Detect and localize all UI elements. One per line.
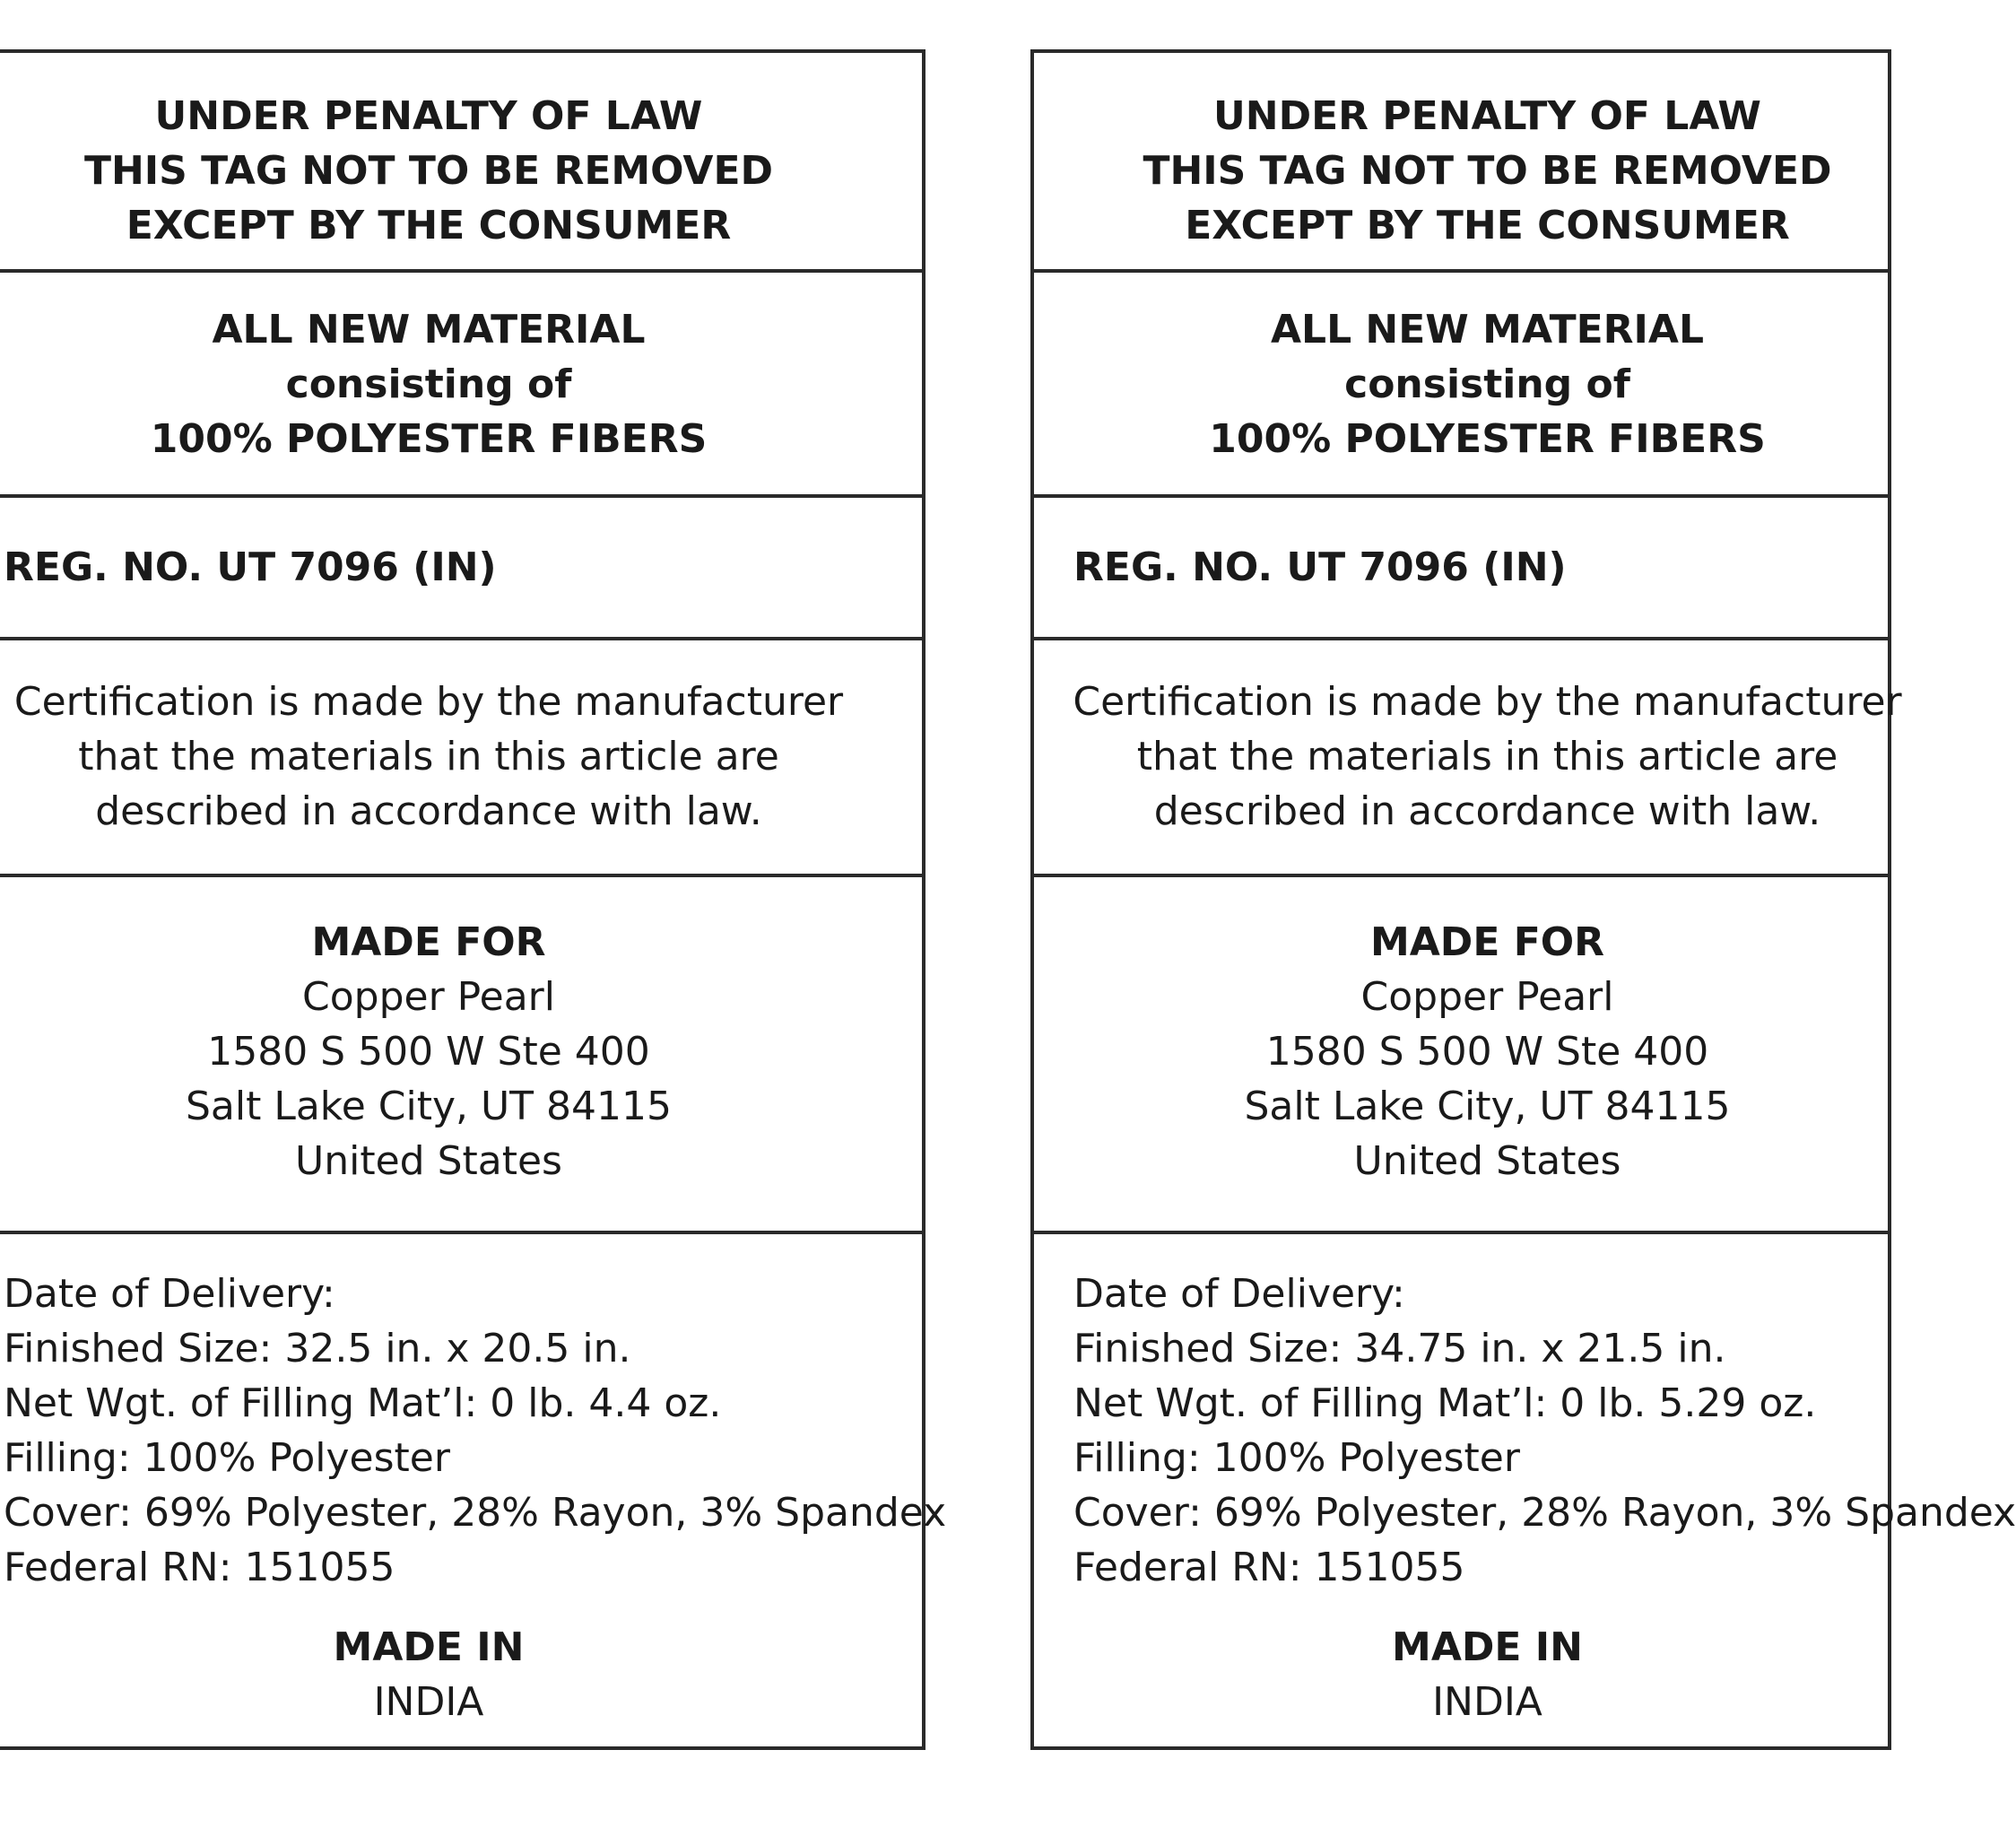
penalty-line: EXCEPT BY THE CONSUMER — [126, 203, 732, 248]
certification-line: that the materials in this article are — [1136, 734, 1838, 779]
law-tag-left — [0, 49, 947, 1750]
detail-line: Cover: 69% Polyester, 28% Rayon, 3% Spandex — [1073, 1490, 2016, 1536]
details-section — [1034, 1234, 2016, 1746]
made-in-heading: MADE IN — [333, 1624, 525, 1670]
address-line: Copper Pearl — [302, 974, 555, 1020]
certification-line: described in accordance with law. — [95, 788, 762, 834]
detail-line: Filling: 100% Polyester — [4, 1435, 450, 1481]
registration-section — [0, 498, 922, 640]
detail-line: Date of Delivery: — [4, 1271, 335, 1317]
material-section — [0, 273, 922, 498]
certification-section — [1034, 640, 1902, 877]
penalty-line: UNDER PENALTY OF LAW — [154, 93, 703, 139]
certification-line: described in accordance with law. — [1153, 788, 1821, 834]
material-section — [1034, 273, 1888, 498]
penalty-line: THIS TAG NOT TO BE REMOVED — [83, 148, 774, 194]
detail-line: Filling: 100% Polyester — [1073, 1435, 1520, 1481]
material-line: consisting of — [1344, 361, 1630, 407]
address-line: United States — [1353, 1138, 1621, 1184]
detail-line: Net Wgt. of Filling Mat’l: 0 lb. 5.29 oz. — [1073, 1380, 1817, 1426]
material-line: 100% POLYESTER FIBERS — [150, 416, 708, 462]
made-for-heading: MADE FOR — [1369, 919, 1605, 965]
details-section — [0, 1234, 947, 1746]
detail-line: Date of Delivery: — [1073, 1271, 1405, 1317]
penalty-line: EXCEPT BY THE CONSUMER — [1185, 203, 1790, 248]
registration-section — [1034, 498, 1888, 640]
penalty-section — [1034, 53, 1888, 273]
detail-line: Federal RN: 151055 — [1073, 1545, 1465, 1590]
certification-line: Certification is made by the manufacturer — [1073, 679, 1902, 725]
detail-line: Finished Size: 34.75 in. x 21.5 in. — [1073, 1326, 1726, 1371]
made-in-country: INDIA — [373, 1679, 484, 1725]
registration-number: REG. NO. UT 7096 (IN) — [1073, 544, 1567, 590]
made-for-section — [0, 877, 922, 1234]
address-line: United States — [295, 1138, 562, 1184]
penalty-line: UNDER PENALTY OF LAW — [1213, 93, 1761, 139]
material-line: ALL NEW MATERIAL — [1270, 307, 1704, 353]
penalty-section — [0, 53, 922, 273]
penalty-line: THIS TAG NOT TO BE REMOVED — [1143, 148, 1832, 194]
detail-line: Cover: 69% Polyester, 28% Rayon, 3% Spandex — [4, 1490, 947, 1536]
address-line: 1580 S 500 W Ste 400 — [207, 1029, 650, 1075]
made-in-country: INDIA — [1432, 1679, 1542, 1725]
made-for-heading: MADE FOR — [311, 919, 546, 965]
address-line: 1580 S 500 W Ste 400 — [1265, 1029, 1709, 1075]
detail-line: Net Wgt. of Filling Mat’l: 0 lb. 4.4 oz. — [4, 1380, 722, 1426]
address-line: Copper Pearl — [1360, 974, 1614, 1020]
certification-line: that the materials in this article are — [78, 734, 779, 779]
material-line: ALL NEW MATERIAL — [212, 307, 646, 353]
law-tag-right — [1030, 49, 2016, 1750]
certification-section — [0, 640, 922, 877]
address-line: Salt Lake City, UT 84115 — [1244, 1084, 1731, 1129]
made-for-section — [1034, 877, 1888, 1234]
detail-line: Federal RN: 151055 — [4, 1545, 395, 1590]
material-line: consisting of — [285, 361, 572, 407]
detail-line: Finished Size: 32.5 in. x 20.5 in. — [4, 1326, 631, 1371]
certification-line: Certification is made by the manufacturer — [13, 679, 844, 725]
material-line: 100% POLYESTER FIBERS — [1209, 416, 1766, 462]
registration-number: REG. NO. UT 7096 (IN) — [4, 544, 497, 590]
address-line: Salt Lake City, UT 84115 — [185, 1084, 673, 1129]
made-in-heading: MADE IN — [1392, 1624, 1583, 1670]
